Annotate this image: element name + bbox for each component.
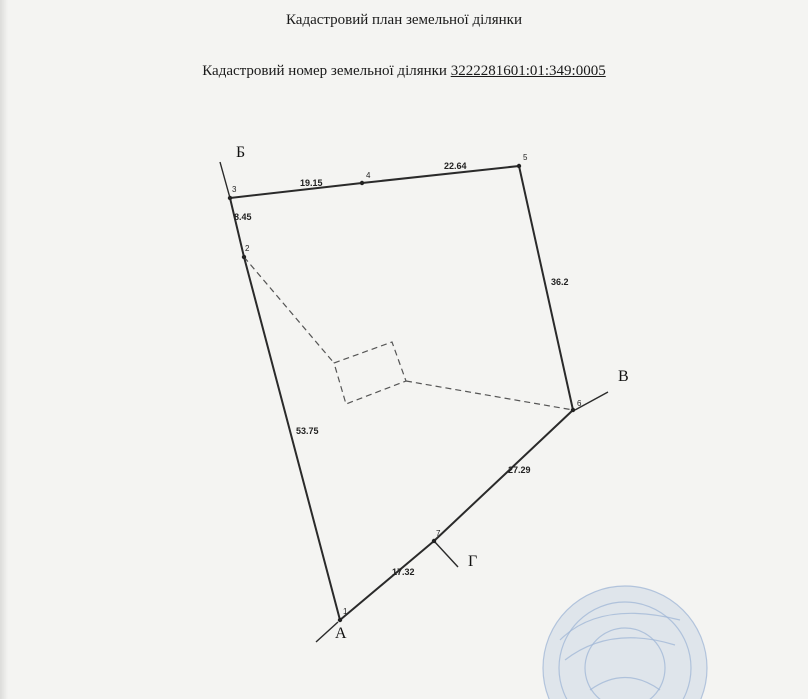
cadastral-label: Кадастровий номер земельної ділянки [202,63,447,79]
length-1-2: 53.75 [296,426,319,436]
segment-6-7 [434,410,573,541]
vertex-marker-3 [228,196,232,200]
neighbor-label-a: А [335,625,347,642]
vertex-label-6: 6 [577,399,582,408]
vertex-label-5: 5 [523,153,528,162]
stamp-seal [543,586,707,699]
page-title: Кадастровий план земельної ділянки [285,12,522,28]
length-6-7: 27.29 [508,465,531,475]
cadastral-number: 3222281601:01:349:0005 [450,63,606,79]
vertex-marker-4 [360,181,364,185]
length-3-4: 19.15 [300,178,323,188]
building-outline [334,342,406,404]
segment-3-4 [230,183,362,198]
length-5-6: 36.2 [551,277,569,287]
vertex-marker-5 [517,164,521,168]
segment-4-5 [362,166,519,183]
neighbor-tick-g [434,541,458,567]
vertex-label-2: 2 [245,244,250,253]
length-2-3: 8.45 [234,212,252,222]
vertex-marker-7 [432,539,436,543]
segment-7-1 [340,541,434,620]
vertex-label-7: 7 [436,529,441,538]
neighbor-label-g: Г [468,553,478,570]
length-7-1: 17.32 [392,567,415,577]
segment-1-2 [244,257,340,620]
length-4-5: 22.64 [444,161,467,171]
vertex-marker-6 [571,408,575,412]
vertex-label-4: 4 [366,171,371,180]
neighbor-label-b: Б [236,144,246,161]
vertex-marker-2 [242,255,246,259]
neighbor-label-v: В [618,368,629,385]
vertex-label-1: 1 [343,607,348,616]
segment-5-6 [519,166,573,410]
dashed-line-building-6 [406,381,573,410]
vertex-marker-1 [338,618,342,622]
segment-2-3 [230,198,244,257]
boundary-line-b [220,162,230,198]
vertex-label-3: 3 [232,185,237,194]
